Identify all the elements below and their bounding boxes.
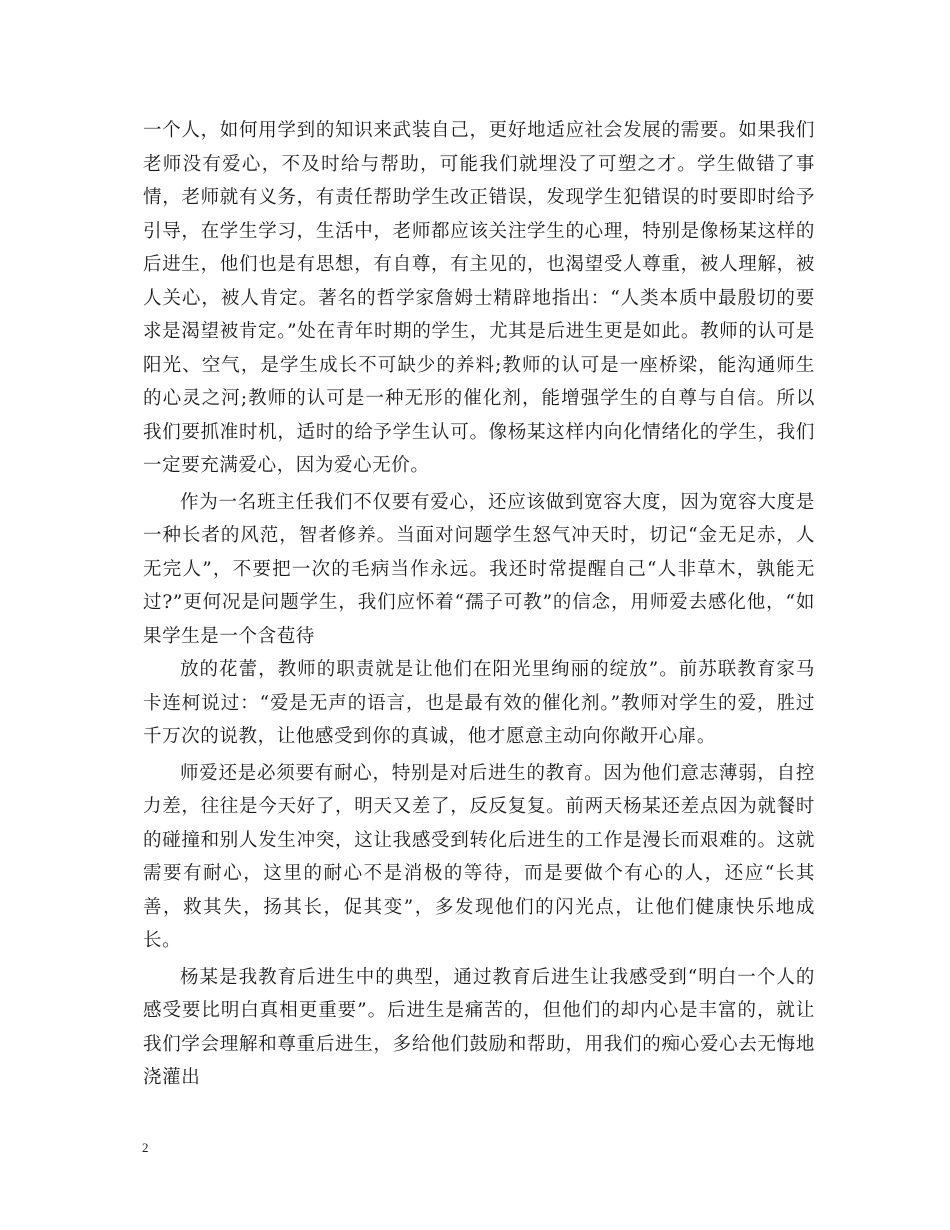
paragraph-3: 放的花蕾，教师的职责就是让他们在阳光里绚丽的绽放”。前苏联教育家马卡连柯说过：“爱是无声的语言，也是最有效的催化剂。”教师对学生的爱，胜过千万次的说教，让他感受到你的真诚，他才愿意主动向你敞开心扉。	[143, 659, 815, 747]
page-number: 2	[142, 1140, 149, 1155]
document-body	[143, 114, 815, 1095]
paragraph-4: 师爱还是必须要有耐心，特别是对后进生的教育。因为他们意志薄弱，自控力差，往往是今天好了，明天又差了，反反复复。前两天杨某还差点因为就餐时的碰撞和别人发生冲突，这让我感受到转化后进生的工作是漫长而艰难的。这就需要有耐心，这里的耐心不是消极的等待，而是要做个有心的人，还应“长其善，救其失，扬其长，促其变”，多发现他们的闪光点，让他们健康快乐地成长。	[143, 762, 815, 951]
paragraph-1: 一个人，如何用学到的知识来武装自己，更好地适应社会发展的需要。如果我们老师没有爱心，不及时给与帮助，可能我们就埋没了可塑之才。学生做错了事情，老师就有义务，有责任帮助学生改正错误，发现学生犯错误的时要即时给予引导，在学生学习，生活中，老师都应该关注学生的心理，特别是像杨某这样的后进生，他们也是有思想，有自尊，有主见的，也渴望受人尊重，被人理解，被人关心，被人肯定。著名的哲学家詹姆士精辟地指出：“人类本质中最殷切的要求是渴望被肯定。”处在青年时期的学生，尤其是后进生更是如此。教师的认可是阳光、空气，是学生成长不可缺少的养料;教师的认可是一座桥梁，能沟通师生的心灵之河;教师的认可是一种无形的催化剂，能增强学生的自尊与自信。所以我们要抓准时机，适时的给予学生认可。像杨某这样内向化情绪化的学生，我们一定要充满爱心，因为爱心无价。	[143, 120, 815, 476]
paragraph-5: 杨某是我教育后进生中的典型，通过教育后进生让我感受到“明白一个人的感受要比明白真相更重要”。后进生是痛苦的，但他们的却内心是丰富的，就让我们学会理解和尊重后进生，多给他们鼓励和帮助，用我们的痴心爱心去无悔地浇灌出	[143, 966, 815, 1088]
paragraph-2: 作为一名班主任我们不仅要有爱心，还应该做到宽容大度，因为宽容大度是一种长者的风范，智者修养。当面对问题学生怒气冲天时，切记“金无足赤，人无完人”，不要把一次的毛病当作永远。我还时常提醒自己“人非草木，孰能无过?”更何况是问题学生，我们应怀着“孺子可教”的信念，用师爱去感化他，“如果学生是一个含苞待	[143, 491, 815, 647]
